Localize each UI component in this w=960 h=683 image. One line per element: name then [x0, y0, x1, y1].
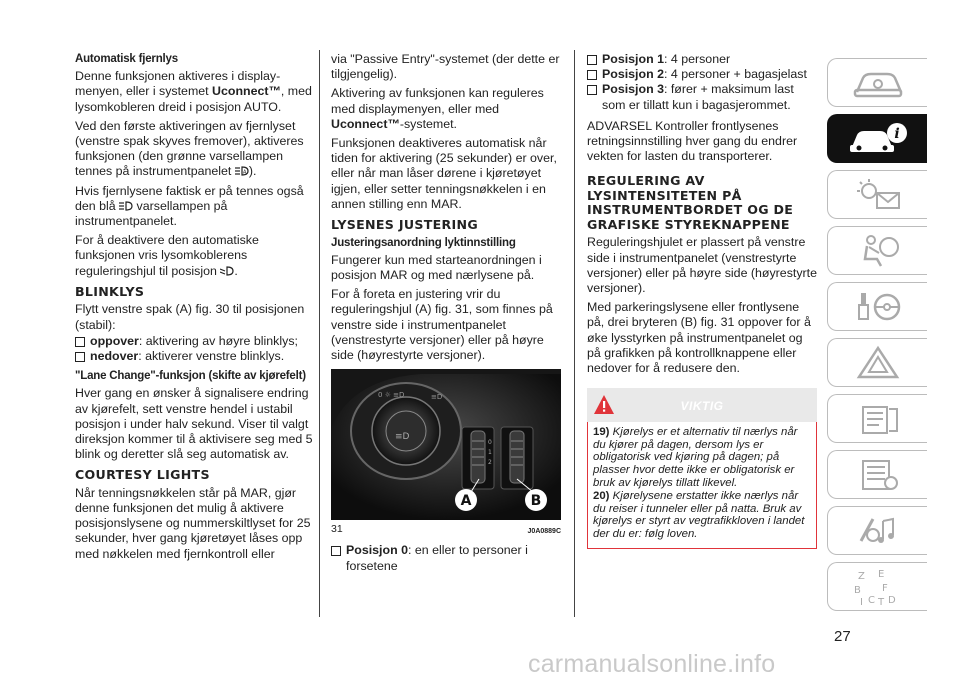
- warning-item: 19) Kjørelys er et alternativ til nærlys når du kjører på dagen, dersom lys er obligatorisk ved kjøring på dagen; på plasser hvor dette ikke er obligatorisk er bruk av kjørelys tillatt likevel.: [593, 426, 798, 489]
- paragraph: Hvis fjernlysene faktisk er på tennes også den blå varsellampen på instrumentpanelet.: [75, 183, 304, 229]
- tab-warning-lights[interactable]: [827, 170, 927, 219]
- light-switch-illustration: [331, 369, 561, 520]
- tab-technical-data[interactable]: [827, 450, 927, 499]
- paragraph: For å foreta en justering vrir du reguleringshjul (A) fig. 31, som finnes på venstre side i instrumentpanelet (venstrestyrte versjoner) eller på høyre side (høyrestyrte versjoner).: [331, 287, 553, 362]
- heading-regulering: REGULERING AV LYSINTENSITETEN PÅ INSTRUMENTBORDET OG DE GRAFISKE STYREKNAPPENE: [587, 173, 794, 232]
- technical-data-icon: [853, 457, 903, 493]
- warning-item: 20) Kjørelysene erstatter ikke nærlys når du reiser i tunneler eller på natta. Bruk av kjørelys er styrt av vegtrafikkloven i landet der du er: følg loven.: [593, 490, 805, 540]
- airbag-safety-icon: [853, 233, 903, 269]
- section-heading-headlight-aim: Justeringsanordning lyktinnstilling: [331, 236, 516, 249]
- paragraph: Når tenningsnøkkelen står på MAR, gjør denne funksjonen det mulig å aktivere posisjonslysene og nummerskiltlyset for 25 sekunder, hver gang kjøretøyet låses opp med nøkkelen med fjernkontroll eller: [75, 485, 311, 561]
- car-info-icon: [848, 121, 908, 157]
- figure-code: J0A0889C: [527, 528, 561, 536]
- section-heading-lane-change: "Lane Change"-funksjon (skifte av kjørefelt): [75, 370, 306, 383]
- tab-multimedia[interactable]: [827, 506, 927, 555]
- list-item: Posisjon 1: 4 personer: [587, 52, 817, 67]
- bullet-square-icon: [587, 55, 597, 65]
- paragraph: Fungerer kun med starteanordningen i posisjon MAR og med nærlysene på.: [331, 252, 542, 282]
- column-divider-1: [319, 50, 320, 617]
- high-beam-auto-icon: [235, 166, 249, 176]
- svg-text:i: i: [893, 125, 900, 142]
- watermark: carmanualsonline.info: [528, 650, 776, 678]
- tab-car-info[interactable]: [827, 114, 927, 163]
- low-beam-icon: [220, 266, 234, 276]
- label-b: B: [530, 493, 542, 510]
- figure-caption: [331, 522, 561, 539]
- paragraph: Aktivering av funksjonen kan reguleres med displaymenyen, eller med Uconnect™-systemet.: [331, 86, 544, 131]
- page-number: 27: [834, 628, 851, 645]
- svg-text:B: B: [853, 584, 861, 596]
- tab-maintenance[interactable]: [827, 394, 927, 443]
- advarsel-note: ADVARSEL Kontroller frontlysenes retningsinnstilling hver gang du endrer vekten for lasten du transporterer.: [587, 118, 798, 164]
- warning-box: [587, 388, 817, 548]
- paragraph: Flytt venstre spak (A) fig. 30 til posisjonen (stabil):: [75, 302, 305, 332]
- column-2: [331, 52, 561, 574]
- bullet-square-icon: [587, 70, 597, 80]
- svg-text:A: A: [242, 169, 247, 176]
- svg-text:C: C: [867, 594, 875, 606]
- warning-title: VIKTIG: [680, 399, 724, 414]
- warning-header: [587, 388, 817, 422]
- svg-text:T: T: [877, 596, 884, 607]
- service-maintenance-icon: [853, 401, 903, 437]
- paragraph: For å deaktivere den automatiske funksjonen vris lysomkoblerens reguleringshjul til posisjon .: [75, 233, 259, 278]
- paragraph: via "Passive Entry"-systemet (der dette er tilgjengelig).: [331, 52, 560, 82]
- svg-text:E: E: [877, 568, 884, 580]
- svg-text:2: 2: [488, 459, 492, 467]
- label-a: A: [460, 493, 472, 510]
- list-item: Posisjon 3: fører + maksimum last som er tillatt kun i bagasjerommet.: [587, 82, 817, 112]
- tab-emergency[interactable]: [827, 338, 927, 387]
- svg-text:≡D: ≡D: [395, 432, 410, 443]
- list-item: Posisjon 0: en eller to personer i forsetene: [331, 543, 561, 573]
- tab-starting-driving[interactable]: [827, 282, 927, 331]
- warning-body: [587, 422, 817, 548]
- paragraph: Med parkeringslysene eller frontlysene på, drei bryteren (B) fig. 31 oppover for å øke lysstyrken på instrumentpanelet og på grafikken på kontrollknappene eller nedover for å redusere den.: [587, 300, 811, 376]
- paragraph: Funksjonen deaktiveres automatisk når tiden for aktivering (25 sekunder) er over, eller når man låser dørene i kjøretøyet igjen, eller setter tenningsnøkkelen i en annen stilling enn MAR.: [331, 136, 557, 211]
- column-3: [587, 52, 817, 549]
- warning-lights-icon: [853, 177, 903, 213]
- tab-index[interactable]: [827, 562, 927, 611]
- svg-text:D: D: [887, 594, 896, 606]
- list-item: oppover: aktivering av høyre blinklys;: [75, 334, 313, 349]
- paragraph: Ved den første aktiveringen av fjernlyset (venstre spak skyves fremover), aktiveres funksjonen (den grønne varsellampen tennes på instrumentpanelet A ).: [75, 118, 304, 179]
- high-beam-icon: [119, 201, 133, 211]
- column-divider-2: [574, 50, 575, 617]
- svg-text:F: F: [881, 582, 888, 594]
- steering-wheel-icon: [853, 289, 903, 325]
- svg-text:1: 1: [488, 449, 492, 457]
- figure-number: 31: [331, 523, 343, 536]
- svg-text:Z: Z: [857, 570, 865, 582]
- multimedia-icon: [853, 513, 903, 549]
- bullet-square-icon: [587, 85, 597, 95]
- column-1: [75, 52, 313, 566]
- tab-dashboard[interactable]: [827, 58, 927, 107]
- bullet-square-icon: [75, 337, 85, 347]
- car-dashboard-icon: [853, 66, 903, 100]
- chapter-tabs: [827, 58, 927, 618]
- heading-lysenes-justering: LYSENES JUSTERING: [331, 217, 478, 233]
- list-item: nedover: aktiverer venstre blinklys.: [75, 349, 313, 364]
- heading-blinklys: BLINKLYS: [75, 283, 145, 299]
- bullet-square-icon: [75, 352, 85, 362]
- svg-text:≡D: ≡D: [431, 393, 443, 402]
- section-heading-auto-high-beam: Automatisk fjernlys: [75, 53, 178, 65]
- svg-text:0 ☼ ≡D: 0 ☼ ≡D: [378, 391, 405, 400]
- tab-safety[interactable]: [827, 226, 927, 275]
- index-icon: [848, 567, 908, 607]
- bullet-square-icon: [331, 546, 341, 556]
- paragraph: Reguleringshjulet er plassert på venstre side i instrumentpanelet (venstrestyrte versjoner) eller på høyre side (høyrestyrte versjoner).: [587, 235, 817, 296]
- figure-31-light-switch-photo: [331, 369, 561, 520]
- svg-text:0: 0: [488, 439, 492, 447]
- list-item: Posisjon 2: 4 personer + bagasjelast: [587, 67, 817, 82]
- heading-courtesy-lights: COURTESY LIGHTS: [75, 467, 210, 483]
- roadside-emergency-icon: [853, 345, 903, 381]
- paragraph: Hver gang en ønsker å signalisere endring av kjørefelt, sett venstre hendel i ustabil posisjon i under halv sekund. Viser til valgt direksjon kommer til å aktivisere seg med 5 blink og deretter slå seg automatisk av.: [75, 386, 313, 462]
- paragraph: Denne funksjonen aktiveres i display-menyen, eller i systemet Uconnect™, med lysomkobleren dreid i posisjon AUTO.: [75, 69, 312, 114]
- svg-text:I: I: [859, 596, 863, 607]
